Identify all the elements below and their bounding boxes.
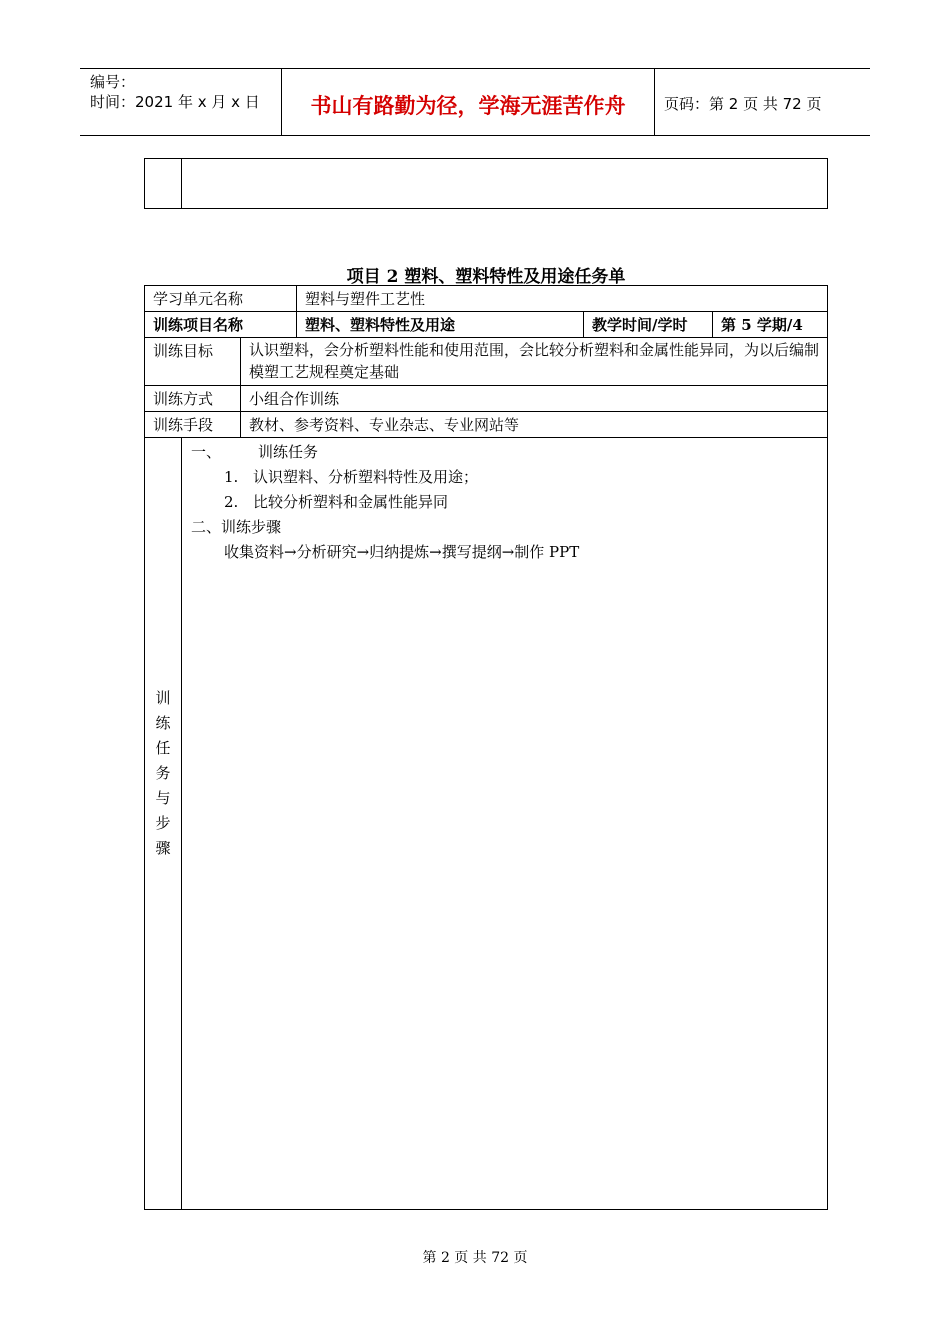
method-label: 训练方式 <box>144 385 241 412</box>
task1-number: 1. <box>224 468 239 486</box>
unit-name-label: 学习单元名称 <box>144 285 297 312</box>
header-motto: 书山有路勤为径，学海无涯苦作舟 <box>310 94 626 118</box>
page-footer: 第 2 页 共 72 页 <box>422 1250 528 1266</box>
side-char: 任 <box>155 739 171 757</box>
side-char: 训 <box>155 689 171 707</box>
header-number: 编号： <box>90 73 136 91</box>
empty-table <box>144 158 828 209</box>
section1-title: 训练任务 <box>258 443 319 461</box>
section1-number: 一、 <box>191 443 222 461</box>
side-char: 与 <box>155 789 171 807</box>
steps-flow: 收集资料→分析研究→归纳提炼→撰写提纲→制作 PPT <box>224 543 580 561</box>
header-bottom-rule <box>80 135 870 136</box>
teaching-time-label: 教学时间/学时 <box>583 311 713 338</box>
header-page-info: 页码：第 2 页 共 72 页 <box>664 95 822 113</box>
document-title: 项目 2 塑料、塑料特性及用途任务单 <box>346 267 626 287</box>
task1-text: 认识塑料、分析塑料特性及用途； <box>253 468 479 486</box>
method-value: 小组合作训练 <box>240 385 828 412</box>
empty-table-divider <box>181 158 182 209</box>
means-value: 教材、参考资料、专业杂志、专业网站等 <box>240 411 828 438</box>
side-char: 骤 <box>155 839 171 857</box>
goal-label: 训练目标 <box>144 337 241 386</box>
steps-side-label <box>145 686 181 861</box>
task2-number: 2. <box>224 493 239 511</box>
project-name-value: 塑料、塑料特性及用途 <box>296 311 584 338</box>
project-name-label: 训练项目名称 <box>144 311 297 338</box>
teaching-time-value: 第 5 学期/4 <box>712 311 828 338</box>
header-time: 时间：2021 年 x 月 x 日 <box>90 93 260 111</box>
header-divider-right <box>654 68 655 136</box>
header-meta <box>90 72 260 112</box>
section2-title: 二、训练步骤 <box>191 518 282 536</box>
task2-text: 比较分析塑料和金属性能异同 <box>253 493 449 511</box>
goal-value: 认识塑料，会分析塑料性能和使用范围，会比较分析塑料和金属性能异同，为以后编制模塑工艺规程奠定基础 <box>240 337 828 386</box>
side-char: 务 <box>155 764 171 782</box>
side-char: 练 <box>155 714 171 732</box>
header-top-rule <box>80 68 870 69</box>
side-char: 步 <box>155 814 171 832</box>
means-label: 训练手段 <box>144 411 241 438</box>
unit-name-value: 塑料与塑件工艺性 <box>296 285 828 312</box>
